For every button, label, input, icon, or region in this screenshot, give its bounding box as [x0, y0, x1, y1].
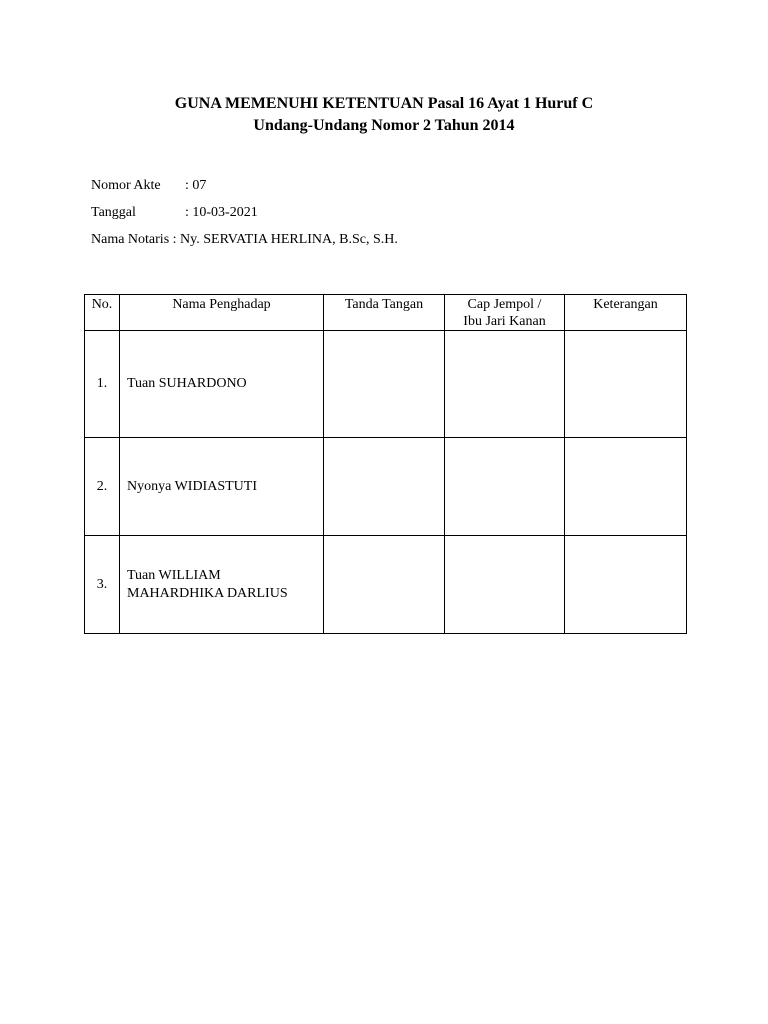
penghadap-name-line-1: Tuan SUHARDONO — [127, 376, 247, 391]
penghadap-name-line-1: Nyonya WIDIASTUTI — [127, 478, 257, 494]
nama-notaris-row — [91, 231, 398, 249]
signature-cell — [324, 438, 445, 536]
table-header-row — [85, 295, 687, 331]
tanggal-row — [91, 204, 258, 222]
document-title-line-2: Undang-Undang Nomor 2 Tahun 2014 — [253, 117, 515, 134]
row-number: 2. — [85, 438, 120, 536]
nama-notaris-label: Nama Notaris : — [91, 232, 177, 247]
table-row — [85, 536, 687, 634]
penghadap-name — [120, 438, 324, 536]
tanggal-value: : 10-03-2021 — [185, 205, 258, 220]
nama-notaris-value: Ny. SERVATIA HERLINA, B.Sc, S.H. — [180, 232, 398, 247]
thumbprint-cell — [445, 438, 565, 536]
thumbprint-cell — [445, 331, 565, 438]
tanggal-label: Tanggal — [91, 205, 136, 220]
table-row — [85, 331, 687, 438]
remarks-cell — [565, 331, 687, 438]
thumbprint-cell — [445, 536, 565, 634]
penghadap-name — [120, 331, 324, 438]
penghadap-name-line-2: MAHARDHIKA DARLIUS — [127, 585, 288, 601]
header-cap-jempol-line-1: Cap Jempol / — [467, 297, 542, 312]
header-tanda-tangan: Tanda Tangan — [324, 295, 445, 331]
attendance-table — [84, 294, 687, 634]
signature-cell — [324, 536, 445, 634]
nomor-akte-value: : 07 — [185, 178, 207, 193]
penghadap-name-line-1: Tuan WILLIAM — [127, 567, 221, 583]
remarks-cell — [565, 438, 687, 536]
header-keterangan: Keterangan — [565, 295, 687, 331]
header-no: No. — [85, 295, 120, 331]
row-number: 1. — [85, 331, 120, 438]
signature-cell — [324, 331, 445, 438]
header-nama-penghadap: Nama Penghadap — [120, 295, 324, 331]
header-cap-jempol-line-2: Ibu Jari Kanan — [463, 314, 546, 329]
nomor-akte-row — [91, 177, 206, 195]
header-cap-jempol — [445, 295, 565, 331]
document-title-line-1: GUNA MEMENUHI KETENTUAN Pasal 16 Ayat 1 Huruf C — [174, 95, 594, 112]
nomor-akte-label: Nomor Akte — [91, 178, 161, 193]
row-number: 3. — [85, 536, 120, 634]
remarks-cell — [565, 536, 687, 634]
penghadap-name — [120, 536, 324, 634]
table-row — [85, 438, 687, 536]
